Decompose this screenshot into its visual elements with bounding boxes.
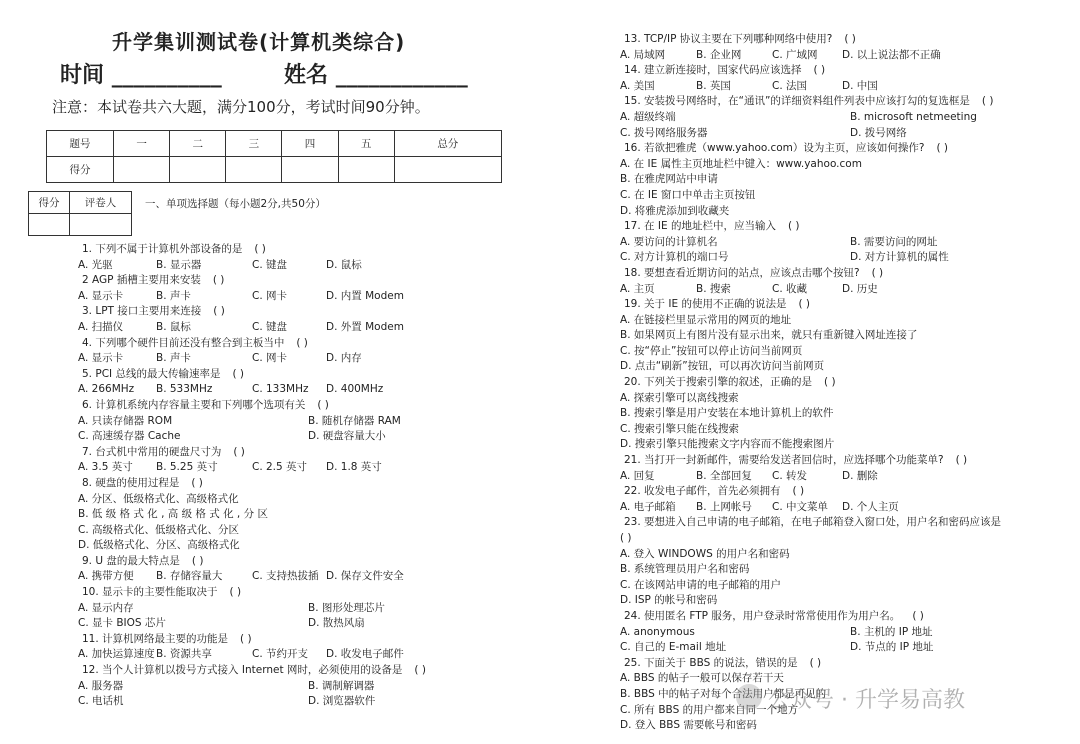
answer-option[interactable]: B. 鼠标 [156, 320, 191, 333]
answer-option[interactable]: C. 收藏 [772, 282, 808, 295]
answer-option[interactable]: A. 要访问的计算机名 [620, 235, 718, 248]
answer-parentheses[interactable]: ( ) [213, 305, 225, 318]
score-cell[interactable] [114, 157, 170, 183]
answer-option[interactable]: A. 在链接栏里显示常用的网页的地址 [620, 313, 792, 326]
answer-option[interactable]: D. 保存文件安全 [326, 570, 404, 583]
question-text: 18. 要想查看近期访问的站点，应该点击哪个按钮? [624, 266, 860, 279]
answer-option[interactable]: D. 搜索引擎只能搜索文字内容而不能搜索图片 [620, 438, 835, 451]
answer-parentheses[interactable]: ( ) [254, 243, 266, 255]
answer-option[interactable]: C. 自己的 E-mail 地址 [620, 641, 727, 654]
answer-option[interactable]: A. 美国 [620, 79, 655, 92]
answer-option[interactable]: C. 133MHz [252, 383, 309, 396]
answer-parentheses[interactable]: ( ) [981, 95, 994, 108]
watermark-logo-icon [736, 684, 762, 710]
question-text: 4. 下列哪个硬件目前还没有整合到主板当中 [82, 336, 285, 349]
answer-option[interactable]: A. BBS 的帖子一般可以保存若干天 [620, 672, 784, 685]
score-table-col: 四 [282, 131, 338, 157]
answer-option[interactable]: D. 1.8 英寸 [326, 461, 382, 474]
answer-option[interactable]: C. 在 IE 窗口中单击主页按钮 [620, 188, 756, 201]
answer-option[interactable]: A. 电子邮箱 [620, 500, 676, 513]
answer-option[interactable]: B. 5.25 英寸 [156, 461, 218, 474]
answer-option[interactable]: C. 广域网 [772, 48, 818, 61]
grader-name-cell[interactable] [70, 214, 132, 236]
answer-option[interactable]: C. 中文菜单 [772, 500, 829, 513]
answer-option[interactable]: A. 显示内存 [78, 601, 134, 614]
answer-parentheses[interactable]: ( ) [233, 445, 245, 458]
time-blank: __________ [111, 63, 222, 88]
question-text: 8. 硬盘的使用过程是 [82, 476, 180, 489]
question-stem [620, 609, 1072, 625]
answer-parentheses[interactable]: ( ) [296, 336, 308, 349]
answer-option[interactable]: C. 高级格式化、低级格式化、分区 [78, 523, 240, 536]
answer-option[interactable]: A. 局域网 [620, 48, 666, 61]
answer-option[interactable]: D. 低级格式化、分区、高级格式化 [78, 539, 240, 552]
question-stem [620, 63, 1072, 79]
question-text: 24. 使用匿名 FTP 服务，用户登录时常常使用作为用户名。 [624, 609, 901, 622]
answer-option[interactable]: C. 网卡 [252, 289, 288, 302]
name-label: 姓名 [284, 63, 329, 88]
answer-parentheses[interactable]: ( ) [844, 33, 856, 45]
question-text: 2 AGP 插槽主要用来安装 [82, 274, 201, 287]
score-table-col: 二 [170, 131, 226, 157]
answer-option[interactable]: C. 转发 [772, 469, 808, 482]
question-text: 1. 下列不属于计算机外部设备的是 [82, 243, 243, 255]
answer-parentheses[interactable]: ( ) [229, 586, 242, 599]
question-text: 25. 下面关于 BBS 的说法，错误的是 [624, 656, 798, 669]
answer-option[interactable]: D. 外置 Modem [326, 320, 404, 333]
name-blank: ____________ [335, 63, 468, 88]
answer-option[interactable]: B. 图形处理芯片 [308, 601, 385, 614]
answer-option[interactable]: B. 低 级 格 式 化 , 高 级 格 式 化 , 分 区 [78, 508, 268, 521]
question-stem [78, 242, 518, 258]
score-table-col: 一 [114, 131, 170, 157]
answer-parentheses[interactable]: ( ) [824, 376, 836, 389]
answer-parentheses[interactable]: ( ) [212, 274, 225, 287]
answer-option[interactable]: B. 存储容量大 [156, 570, 223, 583]
question-text: 21. 当打开一封新邮件，需要给发送者回信时，应选择哪个功能菜单? [624, 454, 944, 467]
answer-option[interactable]: A. 显示卡 [78, 289, 124, 302]
question-stem [620, 375, 1072, 391]
question-stem [78, 476, 518, 492]
answer-option[interactable]: D. 400MHz [326, 383, 384, 396]
answer-option[interactable]: A. 回复 [620, 469, 655, 482]
question-stem [78, 632, 518, 648]
answer-option[interactable]: C. 拨号网络服务器 [620, 126, 708, 139]
question-text: 9. U 盘的最大特点是 [82, 554, 180, 567]
question-stem [620, 219, 1072, 235]
question-stem [620, 266, 1072, 282]
answer-option[interactable]: A. 3.5 英寸 [78, 461, 133, 474]
answer-option[interactable]: B. 533MHz [156, 383, 213, 396]
question-stem [78, 585, 518, 601]
answer-option[interactable]: B. 全部回复 [696, 469, 752, 482]
right-question-column [620, 32, 1072, 734]
answer-option[interactable]: B. 系统管理员用户名和密码 [620, 563, 750, 576]
answer-option[interactable]: D. 点击“刷新”按钮，可以再次访问当前网页 [620, 360, 825, 373]
question-text: 19. 关于 IE 的使用不正确的说法是 [624, 298, 787, 311]
question-text: 20. 下列关于搜索引擎的叙述，正确的是 [624, 376, 813, 389]
answer-option[interactable]: C. 按“停止”按钮可以停止访问当前网页 [620, 344, 803, 357]
question-stem [620, 484, 1072, 500]
left-question-column [78, 242, 518, 710]
answer-option[interactable]: C. 电话机 [78, 695, 124, 708]
answer-option[interactable]: A. 扫描仪 [78, 320, 124, 333]
answer-option[interactable]: A. anonymous [620, 625, 695, 638]
question-text: 17. 在 IE 的地址栏中，应当输入 [624, 220, 776, 233]
question-stem [78, 336, 518, 352]
answer-option[interactable]: C. 2.5 英寸 [252, 461, 308, 474]
answer-option[interactable]: B. BBS 中的帖子对每个合法用户都是可见的 [620, 687, 827, 700]
answer-option[interactable]: A. 携带方便 [78, 570, 134, 583]
question-stem [78, 663, 518, 679]
question-stem [620, 515, 1072, 531]
answer-parentheses[interactable]: ( ) [620, 532, 632, 544]
question-stem [620, 141, 1072, 157]
question-text: 15. 安装拨号网络时，在“通讯”的详细资料组件列表中应该打勾的复选框是 [624, 95, 970, 108]
answer-option[interactable]: B. 随机存储器 RAM [308, 414, 401, 427]
answer-option[interactable]: B. 主机的 IP 地址 [850, 625, 933, 638]
answer-option[interactable]: B. 英国 [696, 79, 731, 92]
answer-option[interactable]: D. 将雅虎添加到收藏夹 [620, 204, 730, 217]
answer-option[interactable]: C. 节约开支 [252, 648, 309, 661]
answer-option[interactable]: B. 搜索引擎是用户安装在本地计算机上的软件 [620, 407, 834, 420]
answer-option[interactable]: D. 内置 Modem [326, 289, 404, 302]
question-text: 14. 建立新连接时，国家代码应该选择 [624, 64, 802, 77]
answer-option[interactable]: A. 登入 WINDOWS 的用户名和密码 [620, 547, 790, 560]
answer-option[interactable]: D. 删除 [842, 469, 878, 482]
question-stem [78, 554, 518, 570]
answer-parentheses[interactable]: ( ) [792, 485, 805, 498]
score-cell[interactable] [170, 157, 226, 183]
question-text: 7. 台式机中常用的硬盘尺寸为 [82, 445, 222, 458]
answer-option[interactable]: C. 键盘 [252, 320, 288, 333]
score-table-col: 三 [226, 131, 282, 157]
question-stem [620, 453, 1072, 469]
answer-parentheses[interactable]: ( ) [813, 64, 826, 77]
answer-option[interactable]: B. 企业网 [696, 48, 742, 61]
answer-option[interactable]: B. 资源共享 [156, 648, 212, 661]
answer-option[interactable]: D. ISP 的帐号和密码 [620, 594, 718, 607]
answer-option[interactable]: C. 在该网站申请的电子邮箱的用户 [620, 578, 782, 591]
answer-parentheses[interactable]: ( ) [936, 142, 949, 155]
answer-option[interactable]: A. 只读存储器 ROM [78, 414, 173, 427]
answer-option[interactable]: C. 支持热拔插 [252, 570, 319, 583]
score-cell[interactable] [282, 157, 338, 183]
answer-parentheses[interactable]: ( ) [240, 632, 252, 645]
answer-option[interactable]: C. 显卡 BIOS 芯片 [78, 617, 166, 630]
answer-option[interactable]: A. 266MHz [78, 383, 135, 396]
question-text: 12. 当个人计算机以拨号方式接入 Internet 网时，必须使用的设备是 [82, 664, 403, 677]
answer-parentheses[interactable]: ( ) [871, 266, 884, 279]
question-text: 3. LPT 接口主要用来连接 [82, 305, 202, 318]
answer-option[interactable]: C. 搜索引擎只能在线搜索 [620, 422, 740, 435]
answer-option[interactable]: C. 法国 [772, 79, 808, 92]
answer-option[interactable]: B. 需要访问的网址 [850, 235, 938, 248]
watermark: 公众号 · 升学易高教 [768, 688, 965, 713]
question-text: 5. PCI 总线的最大传输速率是 [82, 367, 221, 380]
answer-option[interactable]: D. 拨号网络 [850, 126, 907, 139]
answer-option[interactable]: C. 高速缓存器 Cache [78, 430, 181, 443]
answer-option[interactable]: D. 节点的 IP 地址 [850, 641, 934, 654]
answer-option[interactable]: B. 显示器 [156, 258, 202, 271]
grader-score-cell[interactable] [29, 214, 70, 236]
answer-parentheses[interactable]: ( ) [798, 298, 810, 311]
answer-option[interactable]: D. 个人主页 [842, 500, 899, 513]
name-field [284, 58, 468, 89]
answer-option[interactable]: D. 浏览器软件 [308, 695, 376, 708]
answer-option[interactable]: A. 在 IE 属性主页地址栏中键入：www.yahoo.com [620, 157, 862, 170]
answer-option[interactable]: A. 超级终端 [620, 110, 676, 123]
answer-option[interactable]: B. 在雅虎网站中申请 [620, 173, 718, 186]
score-cell[interactable] [226, 157, 282, 183]
grader-box [28, 191, 132, 236]
answer-option[interactable]: C. 所有 BBS 的用户都来自同一个地方 [620, 703, 799, 716]
time-field [60, 58, 222, 89]
answer-option[interactable]: D. 对方计算机的属性 [850, 251, 949, 264]
score-table-label-question: 题号 [47, 131, 114, 157]
question-text: 6. 计算机系统内存容量主要和下列哪个选项有关 [82, 398, 306, 411]
question-stem [78, 367, 518, 383]
question-stem [78, 398, 518, 414]
answer-option[interactable]: D. 以上说法都不正确 [842, 48, 941, 61]
answer-option[interactable]: D. 硬盘容量大小 [308, 430, 386, 443]
answer-parentheses[interactable]: ( ) [809, 656, 822, 669]
question-stem [78, 445, 518, 461]
answer-parentheses[interactable]: ( ) [912, 609, 924, 622]
answer-option[interactable]: A. 分区、低级格式化、高级格式化 [78, 492, 239, 505]
answer-parentheses[interactable]: ( ) [414, 664, 426, 677]
score-cell[interactable] [338, 157, 394, 183]
time-label: 时间 [60, 63, 105, 88]
question-text: 11. 计算机网络最主要的功能是 [82, 632, 229, 645]
answer-option[interactable]: B. 调制解调器 [308, 679, 375, 692]
answer-option[interactable]: A. 显示卡 [78, 352, 124, 365]
answer-option[interactable]: B. microsoft netmeeting [850, 110, 977, 123]
exam-notice: 注意：本试卷共六大题，满分100分，考试时间90分钟。 [52, 98, 430, 116]
answer-parentheses[interactable]: ( ) [955, 454, 968, 467]
question-text: 23. 要想进入自己申请的电子邮箱，在电子邮箱登入窗口处，用户名和密码应该是 [624, 516, 1002, 529]
grader-score-label: 得分 [29, 192, 70, 214]
question-text: 10. 显示卡的主要性能取决于 [82, 586, 218, 599]
question-text: 13. TCP/IP 协议主要在下列哪种网络中使用? [624, 33, 833, 45]
score-table-col: 五 [338, 131, 394, 157]
answer-option[interactable]: D. 中国 [842, 79, 878, 92]
grader-label: 评卷人 [70, 192, 132, 214]
answer-parentheses[interactable]: ( ) [191, 476, 203, 489]
answer-option[interactable]: D. 登入 BBS 需要帐号和密码 [620, 719, 757, 732]
answer-option[interactable]: D. 散热风扇 [308, 617, 365, 630]
answer-option[interactable]: B. 声卡 [156, 289, 191, 302]
question-stem [620, 94, 1072, 110]
answer-option[interactable]: C. 对方计算机的端口号 [620, 251, 729, 264]
score-table-label-score: 得分 [47, 157, 114, 183]
section-heading: 一、单项选择题（每小题2分,共50分） [145, 198, 326, 210]
question-text: 22. 收发电子邮件，首先必须拥有 [624, 485, 781, 498]
answer-option[interactable]: A. 主页 [620, 282, 655, 295]
answer-option[interactable]: A. 光驱 [78, 258, 113, 271]
question-text: 16. 若欲把雅虎（www.yahoo.com）设为主页，应该如何操作? [624, 142, 925, 155]
question-stem [620, 656, 1072, 672]
answer-option[interactable]: C. 网卡 [252, 352, 288, 365]
answer-option[interactable]: A. 服务器 [78, 679, 124, 692]
question-stem [620, 32, 1072, 48]
answer-parentheses[interactable]: ( ) [317, 398, 329, 411]
answer-option[interactable]: D. 历史 [842, 282, 878, 295]
answer-option[interactable]: A. 探索引擎可以离线搜索 [620, 391, 739, 404]
answer-option[interactable]: D. 鼠标 [326, 258, 362, 271]
answer-option[interactable]: A. 加快运算速度 [78, 648, 155, 661]
answer-option[interactable]: B. 如果网页上有图片没有显示出来，就只有重新键入网址连接了 [620, 329, 918, 342]
answer-option[interactable]: D. 内存 [326, 352, 362, 365]
answer-option[interactable]: C. 键盘 [252, 258, 288, 271]
exam-title: 升学集训测试卷(计算机类综合) [112, 30, 406, 54]
answer-parentheses[interactable]: ( ) [787, 220, 800, 233]
answer-option[interactable]: B. 搜索 [696, 282, 731, 295]
answer-option[interactable]: B. 上网帐号 [696, 500, 752, 513]
answer-option[interactable]: B. 声卡 [156, 352, 191, 365]
score-table-col: 总分 [394, 131, 501, 157]
question-stem [78, 273, 518, 289]
score-table [46, 130, 502, 183]
question-stem [78, 304, 518, 320]
question-stem [620, 297, 1072, 313]
answer-parentheses[interactable]: ( ) [232, 367, 244, 380]
answer-option[interactable]: D. 收发电子邮件 [326, 648, 404, 661]
answer-parentheses[interactable]: ( ) [191, 554, 204, 567]
score-cell[interactable] [394, 157, 501, 183]
